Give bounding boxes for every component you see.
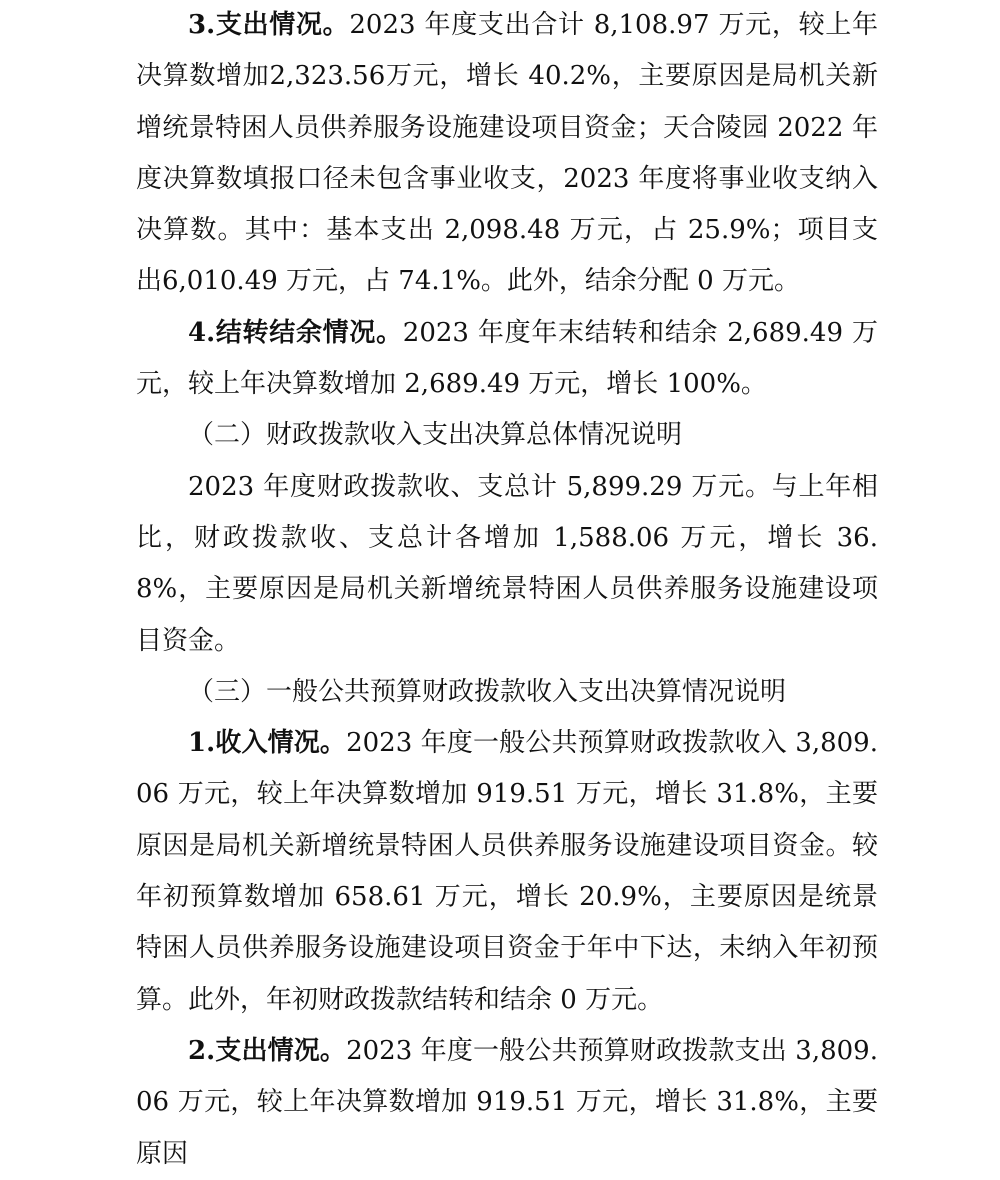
paragraph-fiscal-total	[136, 462, 878, 667]
paragraph-income	[136, 718, 878, 1026]
paragraph-carryover	[136, 308, 878, 411]
paragraph-text: 2023 年度财政拨款收、支总计 5,899.29 万元。与上年相比，财政拨款收、支总计各增加 1,588.06 万元，增长 36.8%，主要原因是局机关新增统景特困人员供养服务设施建设项目资金。	[136, 471, 878, 656]
section-heading-3: （三）一般公共预算财政拨款收入支出决算情况说明	[188, 676, 787, 707]
paragraph-spending	[136, 1026, 878, 1180]
document-body	[136, 0, 878, 1180]
paragraph-text: 2023 年度一般公共预算财政拨款收入 3,809.06 万元，较上年决算数增加 919.51 万元，增长 31.8%，主要原因是局机关新增统景特困人员供养服务设施建设项目资金。较年初预算数增加 658.61 万元，增长 20.9%，主要原因是统景特困人员供养服务设施建设项目资金于年中下达，未纳入年初预算。此外，年初财政拨款结转和结余 0 万元。	[136, 728, 878, 1015]
paragraph-lead: 1.收入情况。	[188, 728, 347, 759]
paragraph-text: 2023 年度支出合计 8,108.97 万元，较上年决算数增加2,323.56万元，增长 40.2%，主要原因是局机关新增统景特困人员供养服务设施建设项目资金；天合陵园 2022 年度决算数填报口径未包含事业收支，2023 年度将事业收支纳入决算数。其中：基本支出 2,098.48 万元，占 25.9%；项目支出6,010.49 万元，占 74.1%。此外，结余分配 0 万元。	[136, 10, 878, 297]
paragraph-text: 2023 年度年末结转和结余 2,689.49 万元，较上年决算数增加 2,689.49 万元，增长 100%。	[136, 317, 878, 400]
paragraph-lead: 3.支出情况。	[188, 10, 350, 40]
paragraph-lead: 4.结转结余情况。	[188, 317, 403, 348]
paragraph-text: 2023 年度一般公共预算财政拨款支出 3,809.06 万元，较上年决算数增加 919.51 万元，增长 31.8%，主要原因	[136, 1035, 878, 1169]
paragraph-expenditure	[136, 0, 878, 308]
section-heading-2: （二）财政拨款收入支出决算总体情况说明	[188, 420, 683, 451]
paragraph-lead: 2.支出情况。	[188, 1035, 347, 1066]
